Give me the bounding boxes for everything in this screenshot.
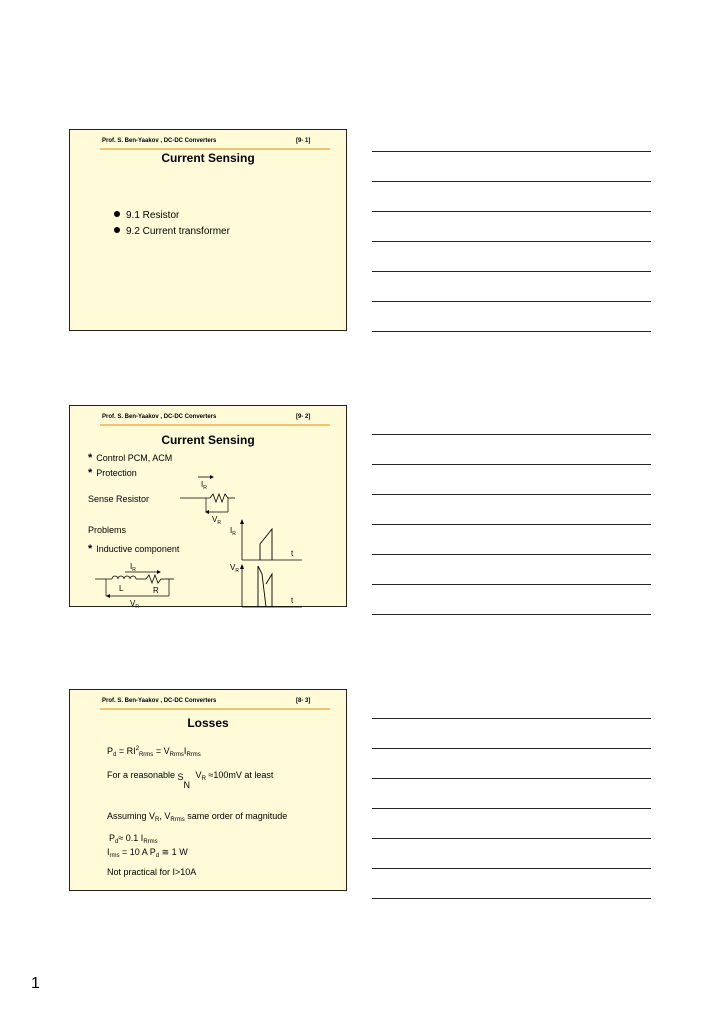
slide-number: [9- 2] bbox=[296, 414, 311, 420]
vr-axis-label: $V_R$ bbox=[230, 563, 239, 574]
bullet-resistor: 9.1 Resistor bbox=[114, 210, 179, 221]
t-label: t bbox=[291, 549, 294, 558]
assuming-line: Assuming $V_R$, $V_{Rrms}$ same order of magnitude bbox=[107, 811, 288, 823]
sense-resistor-label: Sense Resistor bbox=[88, 494, 150, 504]
slide-title: Current Sensing bbox=[161, 151, 255, 165]
slide-number: [8- 3] bbox=[296, 698, 311, 704]
item-control: * Control PCM, ACM bbox=[88, 452, 173, 464]
notes-line bbox=[372, 434, 651, 435]
notes-line bbox=[372, 614, 651, 615]
header-rule bbox=[100, 148, 330, 150]
notes-line bbox=[372, 464, 651, 465]
notes-line bbox=[372, 718, 651, 719]
bullet-dot bbox=[114, 227, 120, 233]
notes-line bbox=[372, 748, 651, 749]
bullet-current-transformer: 9.2 Current transformer bbox=[114, 226, 230, 237]
slide-header bbox=[70, 690, 346, 710]
not-practical: Not practical for I>10A bbox=[107, 867, 197, 877]
header-author: Prof. S. Ben-Yaakov , DC-DC Converters bbox=[102, 138, 217, 144]
header-author: Prof. S. Ben-Yaakov , DC-DC Converters bbox=[102, 414, 217, 420]
notes-line bbox=[372, 211, 651, 212]
il-current-label: $I_R$ bbox=[130, 562, 136, 573]
notes-line bbox=[372, 524, 651, 525]
ir-axis-label: $I_R$ bbox=[230, 526, 236, 537]
header-rule bbox=[100, 708, 330, 710]
vr-circuit-label: $V_R$ bbox=[130, 599, 139, 610]
resistor-label: R bbox=[153, 586, 159, 595]
inductor-label: L bbox=[119, 584, 124, 593]
notes-line bbox=[372, 868, 651, 869]
notes-line bbox=[372, 584, 651, 585]
slide-title: Current Sensing bbox=[161, 433, 255, 447]
notes-line bbox=[372, 838, 651, 839]
slide-1 bbox=[69, 129, 347, 331]
page-number: 1 bbox=[31, 975, 40, 992]
notes-line bbox=[372, 301, 651, 302]
bullet-dot bbox=[114, 211, 120, 217]
notes-line bbox=[372, 778, 651, 779]
notes-line bbox=[372, 898, 651, 899]
problems-label: Problems bbox=[88, 525, 127, 535]
slide-title: Losses bbox=[187, 716, 229, 730]
notes-line bbox=[372, 554, 651, 555]
inductive-component-label: * Inductive component bbox=[88, 543, 180, 555]
voltage-label: $V_R$ bbox=[212, 515, 221, 526]
notes-line bbox=[372, 808, 651, 809]
equation-pd: $P_d = RI^2_{Rrms} = V_{Rrms}I_{Rrms}$ bbox=[107, 746, 201, 758]
slide-3 bbox=[69, 689, 347, 891]
t-label: t bbox=[291, 596, 294, 605]
pd-estimate: $P_d\approx 0.1$ $I_{Rrms}$ bbox=[109, 833, 158, 845]
notes-line bbox=[372, 241, 651, 242]
current-label: $I_R$ bbox=[201, 480, 207, 491]
item-protection: * Protection bbox=[88, 467, 137, 479]
slide-number: [9- 1] bbox=[296, 138, 311, 144]
notes-line bbox=[372, 494, 651, 495]
sense-resistor-schematic bbox=[70, 406, 348, 608]
slide-2 bbox=[69, 405, 347, 610]
notes-line bbox=[372, 331, 651, 332]
header-author: Prof. S. Ben-Yaakov , DC-DC Converters bbox=[102, 698, 217, 704]
notes-line bbox=[372, 151, 651, 152]
irms-example: $I_{rms} = 10$ A $P_d$ ≅ 1 W bbox=[107, 847, 188, 859]
notes-line bbox=[372, 271, 651, 272]
notes-line bbox=[372, 181, 651, 182]
slide-header bbox=[70, 130, 346, 150]
reasonable-sn: For a reasonable S N $V_R \approx 100mV$ at least bbox=[107, 770, 274, 790]
